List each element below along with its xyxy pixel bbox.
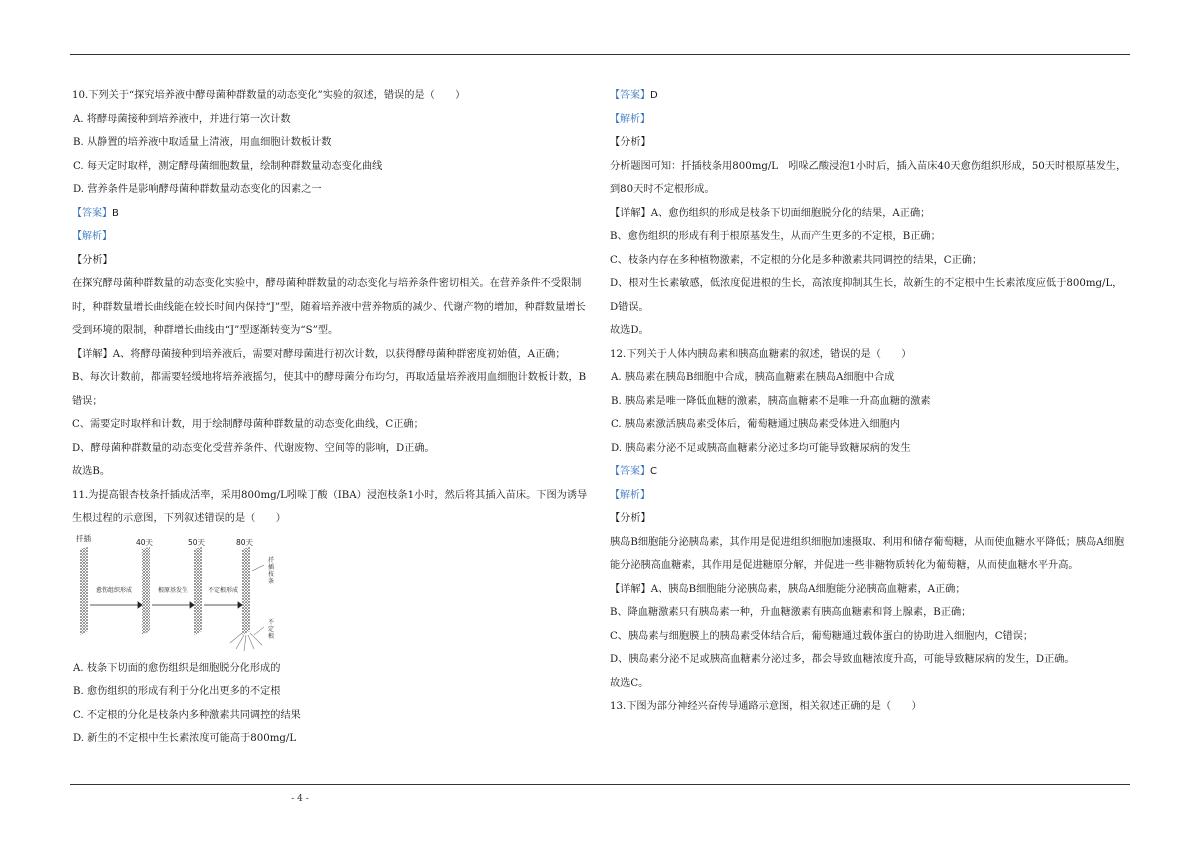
q11-fenxi-label: 【分析】 [610, 137, 651, 148]
answer-value: C [650, 466, 657, 477]
answer-value: D [650, 90, 658, 101]
fig-label-80d: 80天 [236, 537, 254, 547]
rooting-process-figure [74, 535, 304, 653]
fig-label-50d: 50天 [188, 537, 206, 547]
q10-stem: 10.下列关于“探究培养液中酵母菌种群数量的动态变化”实验的叙述，错误的是（ ） [72, 90, 466, 101]
q12-option-b: B. 胰岛素是唯一降低血糖的激素，胰高血糖素不是唯一升高血糖的激素 [611, 395, 931, 407]
fig-box-adventitious: 不定根形成 [208, 586, 239, 594]
q11-detail-c: C、枝条内存在多种植物激素，不定根的分化是多种激素共同调控的结果，C正确； [610, 254, 983, 266]
q12-fenxi-label: 【分析】 [610, 513, 651, 524]
q12-stem: 12.下列关于人体内胰岛素和胰高血糖素的叙述，错误的是（ ） [610, 348, 912, 360]
q13-stem: 13.下图为部分神经兴奋传导通路示意图，相关叙述正确的是（ ） [610, 701, 922, 712]
q12-analysis-label: 【解析】 [610, 489, 650, 501]
q11-stem: 11.为提高银杏枝条扦插成活率，采用800mg/L吲哚丁酸（IBA）浸泡枝条1小时，然后将其插入苗床。下图为诱导生根过程的示意图，下列叙述错误的是（ ） [72, 489, 588, 524]
cutting-stem-2 [142, 547, 150, 635]
answer-label: 【答案】 [72, 207, 112, 219]
q11-detail-a: 【详解】A、愈伤组织的形成是枝条下切面细胞脱分化的结果，A正确； [610, 207, 931, 219]
q12-detail-a: 【详解】A、胰岛B细胞能分泌胰岛素，胰岛A细胞能分泌胰高血糖素，A正确； [610, 583, 966, 595]
q11-option-a: A. 枝条下切面的愈伤组织是细胞脱分化形成的 [73, 662, 281, 674]
q10-option-c: C. 每天定时取样，测定酵母菌细胞数量，绘制种群数量动态变化曲线 [73, 160, 383, 172]
fig-side-cutting: 扦插枝条 [268, 556, 275, 585]
q12-option-d: D. 胰岛素分泌不足或胰高血糖素分泌过多均可能导致糖尿病的发生 [611, 442, 911, 454]
q12-detail-c: C、胰岛素与细胞膜上的胰岛素受体结合后，葡萄糖通过载体蛋白的协助进入细胞内，C错误； [610, 630, 1034, 642]
q11-answer [610, 84, 1130, 108]
cutting-stem-1 [80, 547, 88, 635]
footer-rule [70, 784, 1130, 785]
q12-detail-b: B、降血糖激素只有胰岛素一种，升血糖激素有胰高血糖素和肾上腺素，B正确； [610, 607, 972, 618]
right-column [610, 84, 1130, 719]
q10-option-d: D. 营养条件是影响酵母菌种群数量动态变化的因素之一 [73, 184, 322, 195]
arrows [90, 602, 242, 608]
q12-option-c: C. 胰岛素激活胰岛素受体后，葡萄糖通过胰岛素受体进入细胞内 [611, 419, 900, 430]
q11-detail-d: D、根对生长素敏感，低浓度促进根的生长，高浓度抑制其生长，故新生的不定根中生长素浓度应低于800mg/L，D错误。 [610, 278, 1123, 313]
q11-option-b: B. 愈伤组织的形成有利于分化出更多的不定根 [73, 686, 281, 697]
q10-detail-c: C、需要定时取样和计数，用于绘制酵母菌种群数量的动态变化曲线，C正确； [72, 419, 424, 430]
cutting-stem-3 [194, 547, 202, 635]
q10-detail-a: 【详解】A、将酵母菌接种到培养液后，需要对酵母菌进行初次计数，以获得酵母菌种群密度初始值，A正确； [72, 348, 566, 360]
q12-answer [610, 460, 1130, 484]
q12-analysis-text: 胰岛B细胞能分泌胰岛素，其作用是促进组织细胞加速摄取、利用和储存葡萄糖，从而使血糖水平降低；胰岛A细胞能分泌胰高血糖素，其作用是促进糖原分解，并促进一些非糖物质转化为葡萄糖，从而使血糖水平升高。 [610, 536, 1125, 571]
answer-value: B [112, 207, 119, 219]
q10-option-a: A. 将酵母菌接种到培养液中，并进行第一次计数 [73, 113, 291, 125]
cutting-stem-4 [242, 547, 250, 635]
q11-option-c: C. 不定根的分化是枝条内多种激素共同调控的结果 [73, 709, 301, 721]
q11-analysis-label: 【解析】 [610, 113, 650, 125]
q12-option-a: A. 胰岛素在胰岛B细胞中合成，胰高血糖素在胰岛A细胞中合成 [611, 372, 895, 383]
answer-label: 【答案】 [610, 466, 650, 477]
q10-answer [72, 202, 592, 226]
answer-label: 【答案】 [610, 90, 650, 101]
q10-analysis-text: 在探究酵母菌种群数量的动态变化实验中，酵母菌种群数量的动态变化与培养条件密切相关。在营养条件不受限制时，种群数量增长曲线能在较长时间内保持“J”型，随着培养液中营养物质的减少、代谢产物的增加，种群数量增长受到环境的限制，种群增长曲线由“J”型逐渐转变为“S”型。 [72, 278, 586, 336]
fig-label-cutting: 扦插 [76, 533, 91, 543]
fig-side-root: 不定根 [268, 618, 275, 640]
page-number: - 4 - [291, 794, 309, 804]
q11-detail-b: B、愈伤组织的形成有利于根原基发生，从而产生更多的不定根，B正确； [610, 231, 941, 242]
q10-fenxi-label: 【分析】 [72, 254, 113, 266]
q10-detail-d: D、酵母菌种群数量的动态变化受营养条件、代谢废物、空间等的影响，D正确。 [72, 442, 435, 454]
q12-detail-d: D、胰岛素分泌不足或胰高血糖素分泌过多，都会导致血糖浓度升高，可能导致糖尿病的发生，D正确。 [610, 654, 1075, 665]
q11-analysis-text: 分析题图可知：扦插枝条用800mg/L 吲哚乙酸浸泡1小时后，插入苗床40天愈伤组织形成，50天时根原基发生，到80天时不定根形成。 [610, 160, 1127, 195]
fig-box-primordium: 根原基发生 [158, 586, 189, 594]
q10-conclusion: 故选B。 [72, 466, 111, 477]
q10-detail-b: B、每次计数前，都需要轻缓地将培养液摇匀，使其中的酵母菌分布均匀，再取适量培养液用血细胞计数板计数，B错误； [72, 372, 587, 407]
fig-label-40d: 40天 [136, 537, 154, 547]
left-column [72, 84, 592, 751]
q10-analysis-label: 【解析】 [72, 231, 112, 242]
root-lines [230, 633, 262, 651]
q10-option-b: B. 从静置的培养液中取适量上清液，用血细胞计数板计数 [73, 137, 332, 148]
q11-conclusion: 故选D。 [610, 325, 649, 336]
q11-option-d: D. 新生的不定根中生长素浓度可能高于800mg/L [73, 733, 297, 744]
fig-box-callus: 愈伤组织形成 [96, 586, 133, 594]
q12-conclusion: 故选C。 [610, 677, 649, 689]
header-rule [70, 54, 1130, 55]
